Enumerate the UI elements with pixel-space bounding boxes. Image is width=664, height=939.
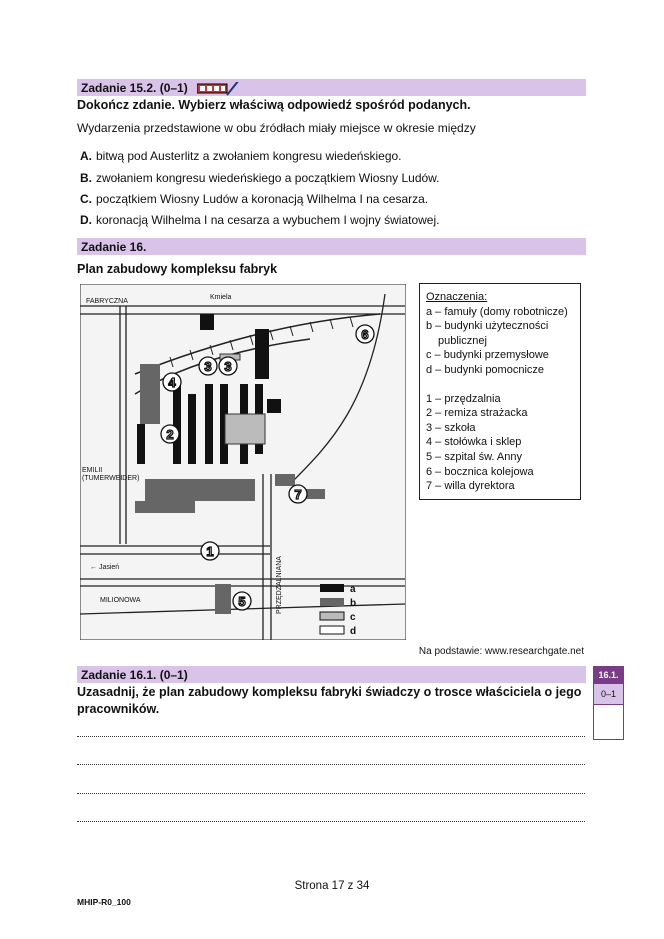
- task-15-2-title: Zadanie 15.2. (0–1): [81, 81, 188, 95]
- option-a[interactable]: A. bitwą pod Austerlitz a zwołaniem kongresu wiedeńskiego.: [80, 149, 402, 163]
- street-kmiela: Kmiela: [210, 294, 232, 301]
- answer-line[interactable]: [77, 763, 585, 765]
- legend-item: publicznej: [438, 334, 487, 347]
- svg-text:6: 6: [361, 327, 369, 342]
- legend-item: 3 – szkoła: [426, 421, 476, 434]
- task-16-header: [77, 238, 586, 255]
- map-legend-a: a: [350, 584, 356, 595]
- svg-text:3: 3: [224, 359, 232, 374]
- legend-item: 2 – remiza strażacka: [426, 407, 528, 420]
- answer-line[interactable]: [77, 735, 585, 737]
- legend-item: b – budynki użyteczności: [426, 320, 549, 333]
- street-jasien: ← Jasień: [90, 564, 120, 571]
- task-16-1-header: [77, 666, 586, 683]
- street-emilii-2: (TUMERWEIDER): [82, 475, 140, 482]
- task-16-1-title: Zadanie 16.1. (0–1): [81, 668, 188, 682]
- option-d[interactable]: D. koronacją Wilhelma I na cesarza a wybuchem I wojny światowej.: [80, 213, 440, 227]
- street-emilii: EMILII: [82, 467, 103, 474]
- task-15-2-instruction: Dokończ zdanie. Wybierz właściwą odpowiedź spośród podanych.: [77, 98, 471, 112]
- legend-item: 1 – przędzalnia: [426, 392, 501, 405]
- map-legend-d: d: [350, 626, 357, 637]
- map-legend-b: b: [350, 598, 357, 609]
- option-c[interactable]: C. początkiem Wiosny Ludów a koronacją Wilhelma I na cesarza.: [80, 192, 429, 206]
- map-legend-c: c: [350, 612, 356, 623]
- legend-box: [419, 283, 581, 500]
- page-number: Strona 17 z 34: [294, 880, 370, 892]
- option-b[interactable]: B. zwołaniem kongresu wiedeńskiego a początkiem Wiosny Ludów.: [80, 171, 440, 185]
- score-box-id: 16.1.: [593, 666, 624, 684]
- street-przedzalniana: PRZĘDZALNIANA: [276, 556, 283, 614]
- score-box-points: 0–1: [593, 684, 624, 704]
- street-milionowa: MILIONOWA: [100, 597, 141, 604]
- svg-text:7: 7: [294, 487, 302, 502]
- svg-text:5: 5: [238, 594, 246, 609]
- legend-item: 4 – stołówka i sklep: [426, 436, 522, 449]
- task-16-subtitle: Plan zabudowy kompleksu fabryk: [77, 262, 278, 276]
- factory-plan-map: [80, 284, 406, 640]
- task-15-2-stem: Wydarzenia przedstawione w obu źródłach miały miejsce w okresie między: [77, 121, 476, 135]
- task-15-2-header: [77, 79, 586, 96]
- svg-text:1: 1: [206, 544, 214, 559]
- legend-item: d – budynki pomocnicze: [426, 363, 545, 376]
- task-16-1-question: Uzasadnij, że plan zabudowy kompleksu fabryki świadczy o trosce właściciela o jego pracowników.: [77, 685, 582, 716]
- legend-item: a – famuły (domy robotnicze): [426, 305, 568, 318]
- source-note: Na podstawie: www.researchgate.net: [418, 646, 584, 657]
- task-16-title: Zadanie 16.: [81, 240, 147, 254]
- legend-item: 5 – szpital św. Anny: [426, 450, 522, 463]
- document-code: MHIP-R0_100: [77, 897, 131, 907]
- svg-text:4: 4: [168, 375, 176, 390]
- legend-item: 7 – willa dyrektora: [426, 480, 515, 493]
- legend-item: c – budynki przemysłowe: [426, 349, 549, 362]
- legend-item: 6 – bocznica kolejowa: [426, 465, 534, 478]
- svg-text:3: 3: [204, 359, 212, 374]
- street-fabryczna: FABRYCZNA: [86, 298, 128, 305]
- score-input-box[interactable]: [593, 704, 624, 740]
- answer-line[interactable]: [77, 820, 585, 822]
- legend-title: Oznaczenia:: [426, 291, 488, 303]
- svg-text:2: 2: [166, 427, 174, 442]
- answer-line[interactable]: [77, 792, 585, 794]
